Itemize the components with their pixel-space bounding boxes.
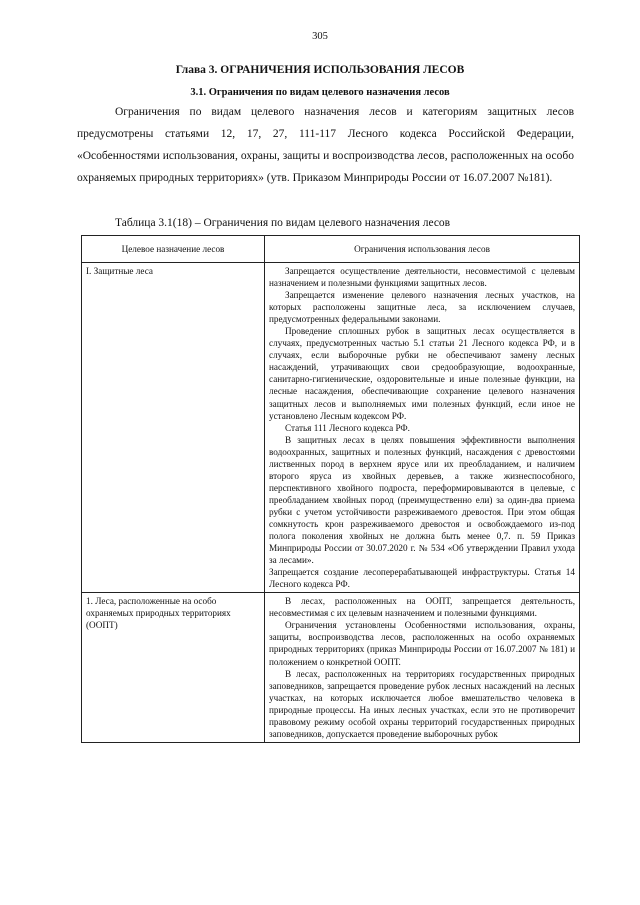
intro-paragraph [77, 101, 574, 189]
restriction-paragraph: Статья 111 Лесного кодекса РФ. [285, 422, 410, 433]
restriction-paragraph: Ограничения установлены Особенностями использования, охраны, защиты, воспроизводства лесов, расположенных на особо охраняемых природных территориях (приказ Минприроды России от 16.07.2007 № 181) и положением о конкретной ООПТ. [269, 620, 575, 667]
page-number: 305 [312, 31, 328, 42]
restriction-paragraph: В лесах, расположенных на территориях государственных природных заповедников, запрещается проведение рубок лесных насаждений на лесных участках, на которых исключается любое вмешательство человека в природные процессы. На иных лесных участках, если это не противоречит правовому режиму особой охраны территорий государственных природных заповедников, допускается проведение выборочных рубок [269, 668, 575, 739]
restriction-paragraph: Запрещается осуществление деятельности, несовместимой с целевым назначением и полезными функциями защитных лесов. [269, 266, 575, 289]
table-caption: Таблица 3.1(18) – Ограничения по видам целевого назначения лесов [115, 217, 451, 229]
restriction-paragraph: В защитных лесах в целях повышения эффективности выполнения водоохранных, защитных и полезных функций, насаждения с древостоями лиственных пород в верхнем ярусе или их преобладанием, и наличием второго яруса из хвойных деревьев, а также жизнеспособного, перспективного хвойного подроста, переформировываются в целевые, с преобладанием хвойных пород (преимущественно ели) за один-два приема рубки с учетом устойчивости разреживаемого древостоя. При этом общая сомкнутость крон разреживаемого древостоя и освобождаемого из-под полога поколения хвойных не должна быть менее 0,7. п. 59 Приказ Минприроды России от 30.07.2020 г. № 534 «Об утверждении Правил ухода за лесами». [269, 434, 575, 566]
purpose-cell: 1. Леса, расположенные на особо охраняемых природных территориях (ООПТ) [82, 593, 265, 743]
restrictions-table [81, 235, 580, 743]
restriction-paragraph: Запрещается создание лесоперерабатывающей инфраструктуры. Статья 14 Лесного кодекса РФ. [269, 567, 575, 590]
header-purpose: Целевое назначение лесов [82, 236, 265, 263]
intro-text: Ограничения по видам целевого назначения лесов и категориям защитных лесов предусмотрены статьями 12, 17, 27, 111-117 Лесного кодекса Российской Федерации, «Особенностями использования, охраны, защиты и воспроизводства лесов, расположенных на особо охраняемых природных территориях» (утв. Приказом Минприроды России от 16.07.2007 №181). [77, 106, 574, 184]
chapter-title: Глава 3. ОГРАНИЧЕНИЯ ИСПОЛЬЗОВАНИЯ ЛЕСОВ [175, 64, 465, 76]
table-header-row [82, 236, 580, 263]
section-title: 3.1. Ограничения по видам целевого назначения лесов [190, 87, 450, 98]
restrictions-cell [265, 263, 580, 593]
header-restrictions: Ограничения использования лесов [265, 236, 580, 263]
table-row [82, 593, 580, 743]
restrictions-cell [265, 593, 580, 743]
restriction-paragraph: В лесах, расположенных на ООПТ, запрещается деятельность, несовместимая с их целевым назначением и полезными функциями. [269, 596, 575, 619]
purpose-cell: I. Защитные леса [82, 263, 265, 593]
restriction-paragraph: Запрещается изменение целевого назначения лесных участков, на которых расположены защитные леса, за исключением случаев, предусмотренных федеральными законами. [269, 290, 575, 325]
table-body [82, 263, 580, 743]
table-row [82, 263, 580, 593]
restriction-paragraph: Проведение сплошных рубок в защитных лесах осуществляется в случаях, предусмотренных частью 5.1 статьи 21 Лесного кодекса РФ, и в случаях, если выборочные рубки не обеспечивают замену лесных насаждений, утрачивающих свои средообразующие, водоохранные, санитарно-гигиенические, оздоровительные и иные полезные функции, на лесные насаждения, обеспечивающие сохранение целевого назначения защитных лесов и выполняемых ими полезных функций, если иное не установлено Лесным кодексом РФ. [269, 326, 575, 421]
